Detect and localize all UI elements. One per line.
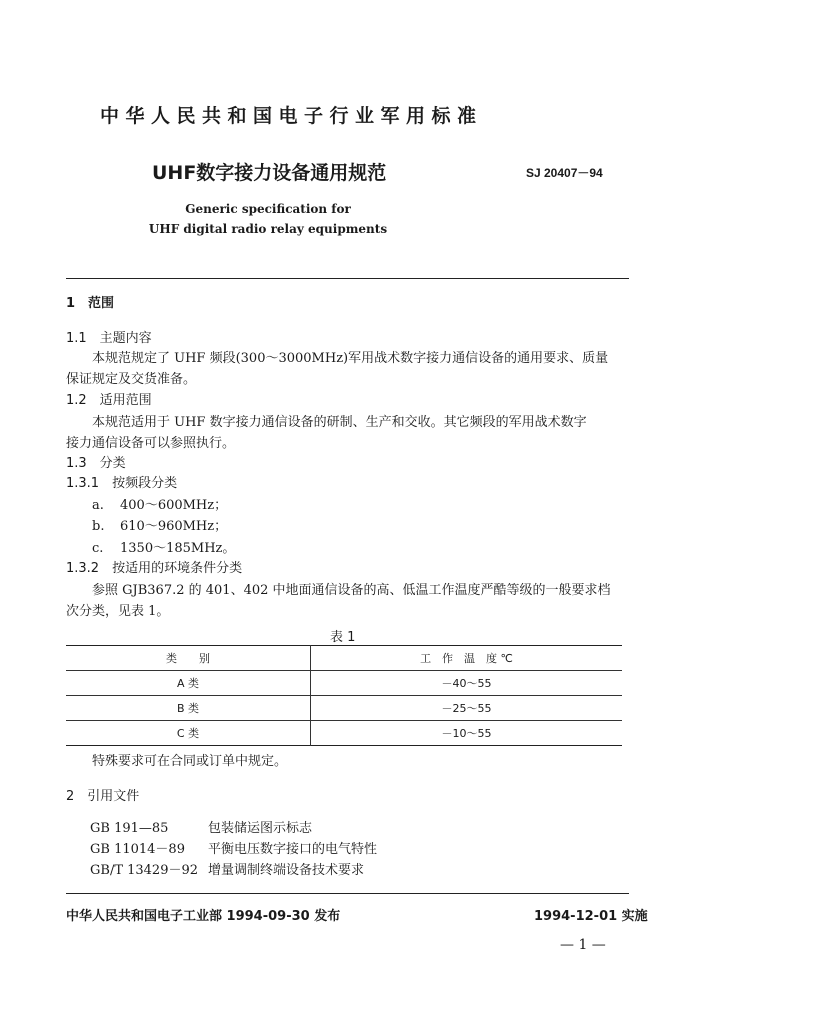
section-1-3-2-heading: 1.3.2 按适用的环境条件分类 — [66, 561, 243, 576]
reference-title: 平衡电压数字接口的电气特性 — [208, 842, 378, 857]
list-item-marker: c. — [92, 541, 104, 556]
header-divider — [66, 278, 629, 279]
table-header-temperature: 工 作 温 度 ℃ — [420, 652, 513, 665]
table-cell-category: B 类 — [66, 696, 311, 721]
table-row — [66, 671, 622, 696]
organization-title: 中华人民共和国电子行业军用标准 — [100, 105, 483, 127]
table-note: 特殊要求可在合同或订单中规定。 — [92, 754, 288, 769]
table-cell-temperature: －10～55 — [441, 727, 492, 740]
table-cell-temperature: －25～55 — [441, 702, 492, 715]
standard-title-en-line1: Generic specification for — [185, 202, 351, 216]
section-1-3-1-heading: 1.3.1 按频段分类 — [66, 476, 178, 491]
section-1-heading: 1 范围 — [66, 296, 115, 311]
list-item: 1350～185MHz。 — [120, 541, 236, 556]
section-1-1-heading: 1.1 主题内容 — [66, 331, 152, 346]
reference-title: 增量调制终端设备技术要求 — [208, 863, 365, 878]
table-cell-temperature: －40～55 — [441, 677, 492, 690]
table-row — [66, 721, 622, 746]
table-cell-category: A 类 — [66, 671, 311, 696]
table-header-row — [66, 646, 622, 671]
section-1-2-para-line1: 本规范适用于 UHF 数字接力通信设备的研制、生产和交收。其它频段的军用战术数字 — [92, 415, 587, 430]
section-1-3-heading: 1.3 分类 — [66, 456, 126, 471]
standard-title-cn: UHF数字接力设备通用规范 — [152, 162, 387, 184]
section-1-3-2-para-line2: 次分类，见表 1。 — [66, 604, 170, 619]
reference-code: GB/T 13429－92 — [90, 863, 199, 878]
effective-date: 1994-12-01 实施 — [534, 909, 648, 924]
table-1 — [66, 645, 622, 746]
list-item: 610～960MHz； — [120, 519, 228, 534]
section-2-heading: 2 引用文件 — [66, 789, 140, 804]
section-1-1-para-line1: 本规范规定了 UHF 频段(300～3000MHz)军用战术数字接力通信设备的通用要求、质量 — [92, 351, 609, 366]
section-1-1-para-line2: 保证规定及交货准备。 — [66, 372, 197, 387]
table-1-caption: 表 1 — [330, 630, 356, 645]
section-1-2-heading: 1.2 适用范围 — [66, 393, 152, 408]
table-cell-category: C 类 — [66, 721, 311, 746]
list-item-marker: a. — [92, 498, 104, 513]
page-number: — 1 — — [560, 937, 606, 953]
section-1-3-2-para-line1: 参照 GJB367.2 的 401、402 中地面通信设备的高、低温工作温度严酷等级的一般要求档 — [92, 583, 611, 598]
list-item-marker: b. — [92, 519, 105, 534]
standard-title-en-line2: UHF digital radio relay equipments — [148, 222, 388, 236]
table-row — [66, 696, 622, 721]
section-1-2-para-line2: 接力通信设备可以参照执行。 — [66, 436, 236, 451]
list-item: 400～600MHz； — [120, 498, 228, 513]
issue-date: 中华人民共和国电子工业部 1994-09-30 发布 — [66, 909, 341, 924]
standard-number: SJ 20407－94 — [526, 166, 603, 180]
reference-code: GB 11014－89 — [90, 842, 185, 857]
reference-code: GB 191—85 — [90, 821, 169, 836]
table-header-category: 类 别 — [66, 646, 311, 671]
reference-title: 包装储运图示标志 — [208, 821, 313, 836]
footer-divider — [66, 893, 629, 894]
